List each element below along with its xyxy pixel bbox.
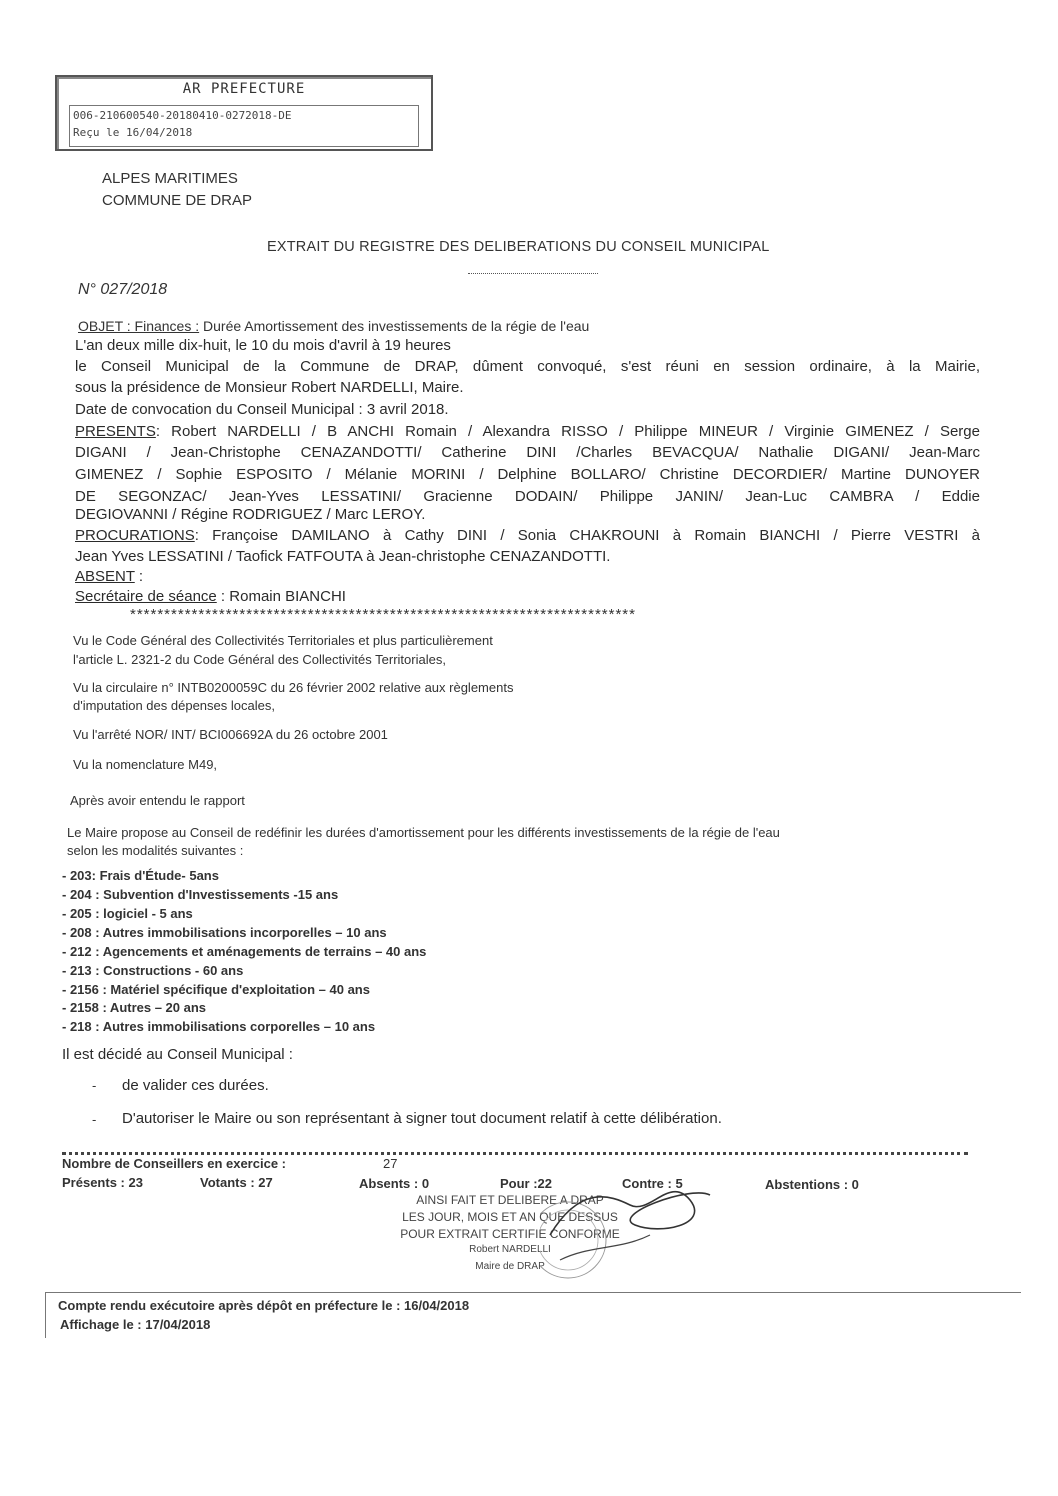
department-name: ALPES MARITIMES bbox=[102, 170, 238, 187]
decision-intro: Il est décidé au Conseil Municipal : bbox=[62, 1046, 293, 1063]
commune-name: COMMUNE DE DRAP bbox=[102, 192, 253, 209]
presents-names: : Robert NARDELLI / B ANCHI Romain / Alexandra RISSO / Philippe MINEUR / Virginie GIMENEZ / Serge bbox=[155, 423, 980, 440]
decision-item: de valider ces durées. bbox=[122, 1077, 269, 1094]
contre-count: Contre : 5 bbox=[622, 1176, 683, 1191]
prefecture-received-date: Reçu le 16/04/2018 bbox=[73, 126, 193, 139]
signature-and-seal-icon bbox=[540, 1165, 780, 1295]
amortissement-item: - 212 : Agencements et aménagements de terrains – 40 ans bbox=[62, 944, 427, 959]
secretaire-value: : Romain BIANCHI bbox=[216, 588, 346, 605]
signature-line: Maire de DRAP bbox=[475, 1261, 545, 1272]
procurations-text: : Françoise DAMILANO à Cathy DINI / Sonia CHAKROUNI à Romain BIANCHI / Pierre VESTRI à bbox=[194, 527, 980, 544]
dotted-separator bbox=[62, 1152, 968, 1155]
visa-line: Vu l'arrêté NOR/ INT/ BCI006692A du 26 octobre 2001 bbox=[73, 727, 388, 742]
visa-line: d'imputation des dépenses locales, bbox=[73, 698, 275, 713]
pour-count: Pour :22 bbox=[500, 1176, 553, 1191]
affichage-text: Affichage le : 17/04/2018 bbox=[60, 1317, 211, 1332]
compte-rendu-text: Compte rendu exécutoire après dépôt en préfecture le : 16/04/2018 bbox=[58, 1298, 470, 1313]
objet-text: Durée Amortissement des investissements de la régie de l'eau bbox=[203, 318, 590, 334]
signature-line: Robert NARDELLI bbox=[469, 1244, 551, 1255]
absent-value: : bbox=[134, 568, 144, 585]
proposition-line: selon les modalités suivantes : bbox=[67, 843, 244, 858]
presents-count: Présents : 23 bbox=[62, 1175, 143, 1190]
visa-line: Vu la circulaire n° INTB0200059C du 26 février 2002 relative aux règlements bbox=[73, 680, 514, 695]
decision-item: D'autoriser le Maire ou son représentant à signer tout document relatif à cette délibération. bbox=[122, 1110, 722, 1127]
deliberation-number: N° 027/2018 bbox=[78, 281, 168, 298]
procurations-line: Jean Yves LESSATINI / Taofick FATFOUTA à Jean-christophe CENAZANDOTTI. bbox=[75, 548, 611, 565]
procurations-line-1 bbox=[75, 527, 980, 544]
signature-line: LES JOUR, MOIS ET AN QUE DESSUS bbox=[402, 1210, 618, 1224]
presents-line: DEGIOVANNI / Régine RODRIGUEZ / Marc LEROY. bbox=[75, 506, 426, 523]
preamble-line: le Conseil Municipal de la Commune de DRAP, dûment convoqué, s'est réuni en session ordinaire, à la Mairie, bbox=[75, 358, 980, 375]
prefecture-reference: 006-210600540-20180410-0272018-DE bbox=[73, 109, 292, 122]
visa-line: l'article L. 2321-2 du Code Général des Collectivités Territoriales, bbox=[73, 652, 446, 667]
preamble-line: sous la présidence de Monsieur Robert NARDELLI, Maire. bbox=[75, 379, 464, 396]
presents-line: DE SEGONZAC/ Jean-Yves LESSATINI/ Gracienne DODAIN/ Philippe JANIN/ Jean-Luc CAMBRA / Eddie bbox=[75, 488, 980, 505]
bullet-dash: - bbox=[92, 1112, 97, 1127]
amortissement-item: - 218 : Autres immobilisations corporelles – 10 ans bbox=[62, 1019, 376, 1034]
prefecture-stamp-inner bbox=[69, 105, 419, 147]
visa-line: Vu la nomenclature M49, bbox=[73, 757, 218, 772]
secretaire-line bbox=[75, 588, 346, 605]
abstentions-count: Abstentions : 0 bbox=[765, 1177, 859, 1192]
amortissement-item: - 204 : Subvention d'Investissements -15 ans bbox=[62, 887, 339, 902]
bullet-dash: - bbox=[92, 1078, 97, 1093]
amortissement-item: - 205 : logiciel - 5 ans bbox=[62, 906, 193, 921]
absent-line bbox=[75, 568, 143, 585]
absents-count: Absents : 0 bbox=[359, 1176, 430, 1191]
signature-line: POUR EXTRAIT CERTIFIE CONFORME bbox=[400, 1227, 620, 1241]
secretaire-label: Secrétaire de séance bbox=[75, 588, 217, 605]
preamble-line: Date de convocation du Conseil Municipal : 3 avril 2018. bbox=[75, 401, 449, 418]
star-separator: ************************************************************************** bbox=[130, 606, 636, 623]
amortissement-item: - 208 : Autres immobilisations incorporelles – 10 ans bbox=[62, 925, 387, 940]
presents-line: GIMENEZ / Sophie ESPOSITO / Mélanie MORINI / Delphine BOLLARO/ Christine DECORDIER/ Martine DUNOYER bbox=[75, 466, 980, 483]
objet-line bbox=[78, 318, 589, 334]
procurations-label: PROCURATIONS bbox=[75, 527, 195, 544]
title-divider bbox=[468, 273, 598, 274]
prefecture-stamp-title: AR PREFECTURE bbox=[182, 81, 306, 97]
votants-count: Votants : 27 bbox=[200, 1175, 273, 1190]
objet-label: OBJET : Finances : bbox=[78, 318, 200, 334]
amortissement-item: - 2158 : Autres – 20 ans bbox=[62, 1000, 207, 1015]
signature-line: AINSI FAIT ET DELIBERE A DRAP bbox=[416, 1193, 604, 1207]
document-title: EXTRAIT DU REGISTRE DES DELIBERATIONS DU CONSEIL MUNICIPAL bbox=[267, 239, 770, 255]
visa-line: Vu le Code Général des Collectivités Territoriales et plus particulièrement bbox=[73, 633, 493, 648]
rapport-text: Après avoir entendu le rapport bbox=[70, 793, 245, 808]
conseillers-value: 27 bbox=[383, 1156, 398, 1171]
amortissement-item: - 203: Frais d'Étude- 5ans bbox=[62, 868, 219, 883]
absent-label: ABSENT bbox=[75, 568, 135, 585]
conseillers-label: Nombre de Conseillers en exercice : bbox=[62, 1156, 286, 1171]
presents-line: DIGANI / Jean-Christophe CENAZANDOTTI/ Catherine DINI /Charles BEVACQUA/ Nathalie DIGANI/ Jean-Marc bbox=[75, 444, 980, 461]
amortissement-item: - 2156 : Matériel spécifique d'exploitation – 40 ans bbox=[62, 982, 370, 997]
presents-label: PRESENTS bbox=[75, 423, 156, 440]
prefecture-stamp bbox=[55, 75, 433, 151]
amortissement-item: - 213 : Constructions - 60 ans bbox=[62, 963, 244, 978]
presents-line-1 bbox=[75, 423, 980, 440]
preamble-line: L'an deux mille dix-huit, le 10 du mois d'avril à 19 heures bbox=[75, 337, 451, 354]
proposition-line: Le Maire propose au Conseil de redéfinir les durées d'amortissement pour les différents investissements de la régie de l'eau bbox=[67, 825, 780, 840]
